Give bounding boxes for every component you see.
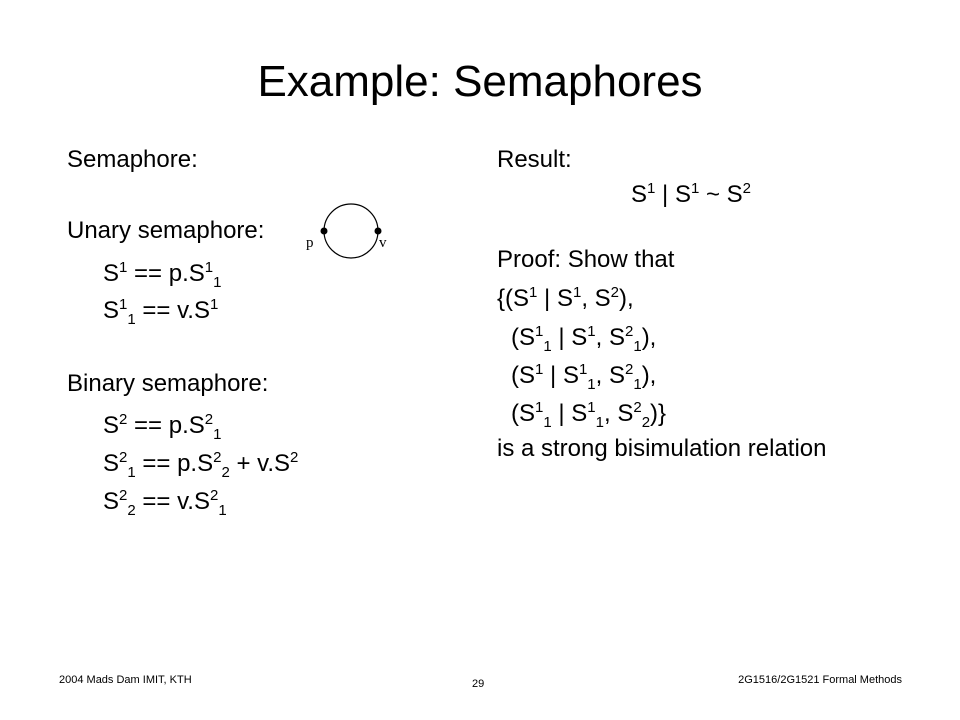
unary-semaphore-label: Unary semaphore:	[67, 217, 265, 244]
unary-eq-1: $S^1 == p.S^1_1$	[103, 259, 222, 291]
relation-pair-4: ($S^1_1$ | $S^1_1$, $S^2_2$)}	[511, 399, 667, 431]
result-equation: $S^1$ | $S^1$ ~ $S^2$	[631, 180, 752, 208]
result-label: Result:	[497, 146, 572, 173]
relation-pair-3: ($S^1$ | $S^1_1$, $S^2_1$),	[511, 361, 657, 393]
cycle-circle	[324, 204, 378, 258]
binary-semaphore-label: Binary semaphore:	[67, 370, 269, 397]
semaphore-label: Semaphore:	[67, 146, 198, 173]
diagram-label-p: p	[306, 235, 314, 251]
footer-author: 2004 Mads Dam IMIT, KTH	[59, 674, 192, 686]
binary-eq-1: $S^2 == p.S^2_1$	[103, 411, 222, 443]
relation-pair-2: ($S^1_1$ | $S^1$, $S^2_1$),	[511, 323, 657, 355]
binary-eq-3: $S^2_2 == v.S^2_1$	[103, 487, 227, 519]
diagram-label-v: v	[379, 235, 387, 251]
semaphore-diagram	[300, 200, 400, 262]
unary-eq-2: $S^1_1 == v.S^1$	[103, 296, 219, 328]
footer-page-number: 29	[472, 678, 485, 690]
footer-course: 2G1516/2G1521 Formal Methods	[738, 674, 902, 686]
proof-conclusion: is a strong bisimulation relation	[497, 435, 827, 462]
state-dot-left	[321, 228, 328, 235]
proof-intro: Proof: Show that	[497, 246, 675, 273]
relation-pair-1: {($S^1$ | $S^1$, $S^2$),	[497, 284, 634, 312]
binary-eq-2: $S^2_1 == p.S^2_2 + v.S^2$	[103, 449, 299, 481]
state-dot-right	[375, 228, 382, 235]
slide-title: Example: Semaphores	[257, 57, 703, 106]
